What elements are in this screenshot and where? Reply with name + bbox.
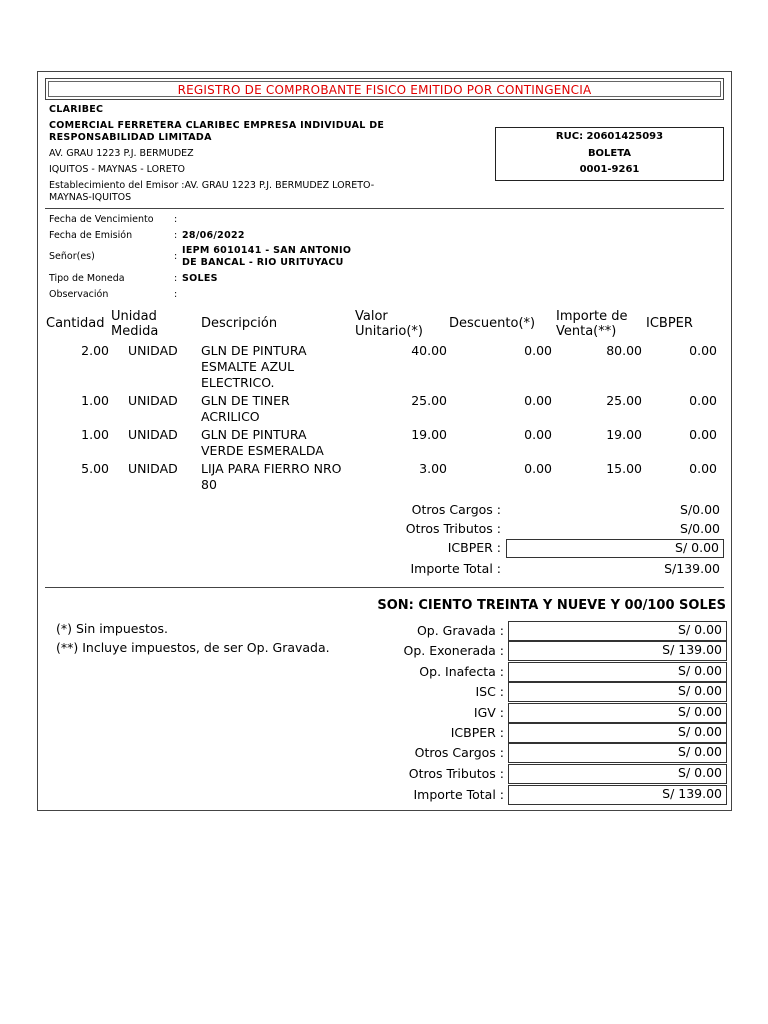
summary-unaffected-value: S/ 0.00 [508, 662, 727, 682]
observation-colon: : [174, 289, 178, 300]
issuer-address-line-1: AV. GRAU 1223 P.J. BERMUDEZ [49, 148, 194, 159]
row-description-line-2: 80 [201, 477, 217, 492]
currency-colon: : [174, 273, 178, 284]
row-qty: 5.00 [81, 461, 109, 476]
col-header-amount-line-1: Importe de [556, 309, 628, 324]
row-qty: 2.00 [81, 343, 109, 358]
summary-other-charges-label: Otros Cargos : [414, 745, 504, 760]
issuer-short-name: CLARIBEC [49, 104, 104, 115]
issuer-legal-name-line-1: COMERCIAL FERRETERA CLARIBEC EMPRESA INDIVIDUAL DE [49, 120, 385, 131]
issuer-address-line-2: IQUITOS - MAYNAS - LORETO [49, 164, 185, 175]
col-header-description: Descripción [201, 316, 278, 331]
ruc-number: RUC: 20601425093 [555, 131, 664, 142]
row-unit-value: 3.00 [419, 461, 447, 476]
summary-isc-value: S/ 0.00 [508, 682, 727, 702]
subtotal-total-label: Importe Total : [410, 561, 501, 576]
summary-icbper-value: S/ 0.00 [508, 723, 727, 743]
client-value-line-2: DE BANCAL - RIO URITUYACU [182, 257, 344, 268]
row-unit-value: 40.00 [411, 343, 447, 358]
row-unit: UNIDAD [128, 343, 178, 358]
observation-label: Observación [49, 289, 109, 300]
row-unit: UNIDAD [128, 427, 178, 442]
subtotal-other-charges-label: Otros Cargos : [411, 502, 501, 517]
col-header-icbper: ICBPER [646, 316, 693, 331]
col-header-unit-value-line-1: Valor [355, 309, 388, 324]
summary-icbper-label: ICBPER : [450, 725, 504, 740]
row-discount: 0.00 [524, 461, 552, 476]
currency-label: Tipo de Moneda [49, 273, 125, 284]
row-amount: 25.00 [606, 393, 642, 408]
row-unit-value: 25.00 [411, 393, 447, 408]
subtotal-other-taxes-value: S/0.00 [680, 521, 720, 536]
row-qty: 1.00 [81, 427, 109, 442]
summary-other-taxes-value: S/ 0.00 [508, 764, 727, 784]
row-description-line-2: ACRILICO [201, 409, 260, 424]
summary-unaffected-label: Op. Inafecta : [419, 664, 504, 679]
amount-in-words: SON: CIENTO TREINTA Y NUEVE Y 00/100 SOLES [377, 598, 726, 613]
row-description-line-3: ELECTRICO. [201, 375, 275, 390]
client-value-line-1: IEPM 6010141 - SAN ANTONIO [182, 245, 352, 256]
row-discount: 0.00 [524, 427, 552, 442]
summary-isc-label: ISC : [475, 684, 504, 699]
row-description-line-1: GLN DE PINTURA [201, 343, 307, 358]
document-id-box [495, 127, 724, 181]
row-unit: UNIDAD [128, 461, 178, 476]
col-header-discount: Descuento(*) [449, 316, 536, 331]
summary-exempt-label: Op. Exonerada : [403, 643, 504, 658]
contingency-banner [45, 78, 724, 100]
row-amount: 80.00 [606, 343, 642, 358]
summary-exempt-value: S/ 139.00 [508, 641, 727, 661]
summary-other-charges-value: S/ 0.00 [508, 743, 727, 763]
divider-totals [45, 587, 724, 588]
currency-value: SOLES [182, 273, 218, 284]
issue-date-value: 28/06/2022 [182, 230, 245, 241]
subtotal-other-taxes-label: Otros Tributos : [405, 521, 501, 536]
row-description-line-1: GLN DE PINTURA [201, 427, 307, 442]
divider-header [45, 208, 724, 209]
row-description-line-2: VERDE ESMERALDA [201, 443, 324, 458]
client-colon: : [174, 251, 178, 262]
col-header-unit-line-2: Medida [111, 324, 159, 339]
summary-total-label: Importe Total : [413, 787, 504, 802]
row-icbper: 0.00 [689, 393, 717, 408]
issuer-establishment-line-2: MAYNAS-IQUITOS [49, 192, 132, 203]
row-icbper: 0.00 [689, 427, 717, 442]
summary-igv-label: IGV : [473, 705, 504, 720]
summary-total-value: S/ 139.00 [508, 785, 727, 805]
col-header-amount-line-2: Venta(**) [556, 324, 617, 339]
summary-other-taxes-label: Otros Tributos : [408, 766, 504, 781]
note-with-taxes: (**) Incluye impuestos, de ser Op. Gravada. [56, 640, 330, 655]
row-icbper: 0.00 [689, 461, 717, 476]
row-unit: UNIDAD [128, 393, 178, 408]
note-without-taxes: (*) Sin impuestos. [56, 621, 169, 636]
subtotal-other-charges-value: S/0.00 [680, 502, 720, 517]
subtotal-icbper-label: ICBPER : [447, 540, 501, 555]
issuer-establishment-line-1: Establecimiento del Emisor :AV. GRAU 1223 P.J. BERMUDEZ LORETO- [49, 180, 375, 191]
row-qty: 1.00 [81, 393, 109, 408]
summary-taxed-value: S/ 0.00 [508, 621, 727, 641]
row-description-line-2: ESMALTE AZUL [201, 359, 295, 374]
subtotal-total-value: S/139.00 [664, 561, 720, 576]
issuer-legal-name-line-2: RESPONSABILIDAD LIMITADA [49, 132, 212, 143]
row-description-line-1: GLN DE TINER [201, 393, 290, 408]
due-date-colon: : [174, 214, 178, 225]
due-date-label: Fecha de Vencimiento [49, 214, 154, 225]
row-amount: 15.00 [606, 461, 642, 476]
issue-date-label: Fecha de Emisión [49, 230, 133, 241]
row-unit-value: 19.00 [411, 427, 447, 442]
row-discount: 0.00 [524, 343, 552, 358]
subtotal-icbper-value: S/ 0.00 [506, 539, 724, 558]
summary-taxed-label: Op. Gravada : [416, 623, 504, 638]
col-header-unit-line-1: Unidad [111, 309, 157, 324]
document-number: 0001-9261 [579, 164, 640, 175]
row-icbper: 0.00 [689, 343, 717, 358]
banner-title: REGISTRO DE COMPROBANTE FISICO EMITIDO POR CONTINGENCIA [48, 81, 721, 97]
issue-date-colon: : [174, 230, 178, 241]
document-type: BOLETA [587, 147, 632, 159]
row-discount: 0.00 [524, 393, 552, 408]
row-amount: 19.00 [606, 427, 642, 442]
col-header-qty: Cantidad [46, 316, 105, 331]
col-header-unit-value-line-2: Unitario(*) [355, 324, 423, 339]
row-description-line-1: LIJA PARA FIERRO NRO [201, 461, 342, 476]
summary-igv-value: S/ 0.00 [508, 703, 727, 723]
client-label: Señor(es) [49, 251, 95, 262]
